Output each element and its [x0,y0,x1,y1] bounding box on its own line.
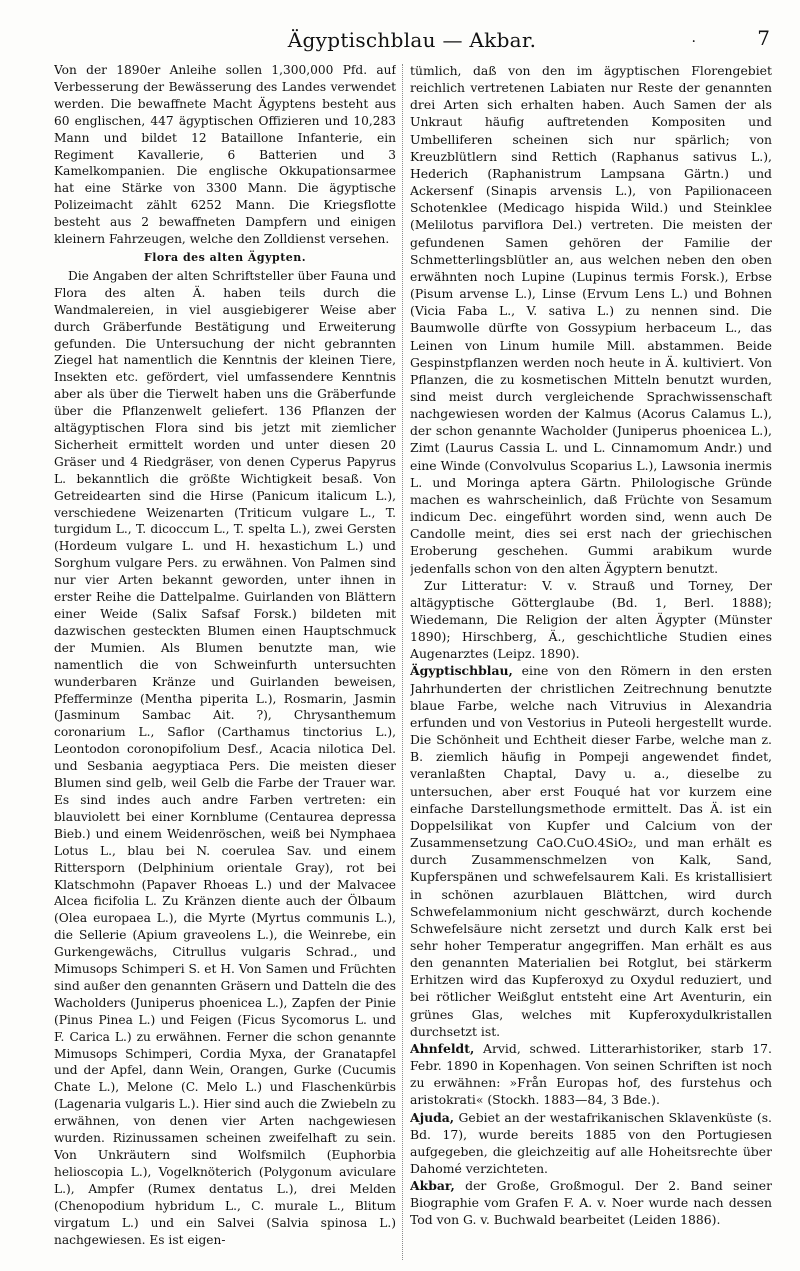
army-paragraph: Von der 1890er Anleihe sollen 1,300,000 Pfd. auf Verbesserung der Bewässerung des Landes verwendet werden. Die bewaffnete Macht Ägyptens besteht aus 60 englischen, 447 ägyptischen Offizieren und 10,283 Mann und bildet 12 Bataillone Infanterie, ein Regiment Kavallerie, 6 Batterien und 3 Kamelkompanien. Die englische Okkupationsarmee hat eine Stärke von 3300 Mann. Die ägyptische Polizeimacht zählt 6252 Mann. Die Kriegsflotte besteht aus 2 bewaffneten Dampfern und einigen kleinern Fahrzeugen, welche den Zolldienst versehen. [54,63,396,247]
literature-paragraph: Zur Litteratur: V. v. Strauß und Torney, Der altägyptische Götterglaube (Bd. 1, Berl. 1888); Wiedemann, Die Religion der alten Ägypter (Münster 1890); Hirschberg, Ä., geschichtliche Studien eines Augenarztes (Leipz. 1890). [410,577,772,662]
section-subheading: Flora des alten Ägypten. [143,250,307,264]
entry-text: der Große, Großmogul. Der 2. Band seiner Biographie vom Grafen F. A. v. Noer wurde nach dessen Tod von G. v. Buchwald bearbeitet (Leiden 1886). [410,1178,772,1228]
entry-ahnfeldt [410,1040,772,1109]
entry-lemma: Ägyptischblau, [410,663,513,679]
entry-aegyptischblau [410,662,772,1039]
flora-continuation: tümlich, daß von den im ägyptischen Florengebiet reichlich vertretenen Labiaten nur Reste der genannten drei Arten sich erhalten haben. Auch Samen der als Unkraut häufig auftretenden Kompositen und Umbelliferen scheinen sich nur spärlich; von Kreuzblütlern sind Rettich (Raphanus sativus L.), Hederich (Raphanistrum Lampsana Gärtn.) und Ackersenf (Sinapis arvensis L.), von Papilionaceen Schotenklee (Medicago hispida Wild.) und Steinklee (Melilotus parviflora Del.) vertreten. Die meisten der gefundenen Samen gehören der Familie der Schmetterlingsblütler an, aus welchen neben den oben erwähnten noch Lupine (Lupinus termis Forsk.), Erbse (Pisum arvense L.), Linse (Ervum Lens L.) und Bohnen (Vicia Faba L., V. sativa L.) zu nennen sind. Die Baumwolle dürfte von Gossypium herbaceum L., das Leinen von Linum humile Mill. abstammen. Beide Gespinstpflanzen werden noch heute in Ä. kultiviert. Von Pflanzen, die zu kosmetischen Mitteln benutzt wurden, sind meist durch vergleichende Sprachwissenschaft nachgewiesen worden der Kalmus (Acorus Calamus L.), der schon genannte Wacholder (Juniperus phoenicea L.), Zimt (Laurus Cassia L. und L. Cinnamomum Andr.) und eine Winde (Convolvulus Scoparius L.), Lawsonia inermis L. und Moringa aptera Gärtn. Philologische Gründe machen es wahrscheinlich, daß Früchte von Sesamum indicum Dec. eingeführt worden sind, wenn auch De Candolle meint, dies sei erst nach der griechischen Eroberung geschehen. Gummi arabikum wurde jedenfalls schon von den alten Ägyptern benutzt. [410,63,772,576]
column-divider [402,64,404,1260]
entry-lemma: Ajuda, [410,1109,455,1125]
right-column [410,62,772,1262]
entry-text: Gebiet an der westafrikanischen Sklavenküste (s. Bd. 17), wurde bereits 1885 von den Portugiesen aufgegeben, die gleichzeitig auf alle Hoheitsrechte über Dahomé verzichteten. [410,1109,772,1176]
entry-ajuda [410,1109,772,1178]
entry-text: eine von den Römern in den ersten Jahrhunderten der christlichen Zeitrechnung benutzte blaue Farbe, welche nach Vitruvius in Alexandria erfunden und von Vestorius in Puteoli hergestellt wurde. Die Schönheit und Echtheit dieser Farbe, welche man z. B. ziemlich häufig in Pompeji angewendet findet, veranlaßten Chaptal, Davy u. a., dieselbe zu untersuchen, aber erst Fouqué hat vor kurzem eine einfache Darstellungsmethode ermittelt. Das Ä. ist ein Doppelsilikat von Kupfer und Calcium von der Zusammensetzung CaO.CuO.4SiO₂, und man erhält es durch Zusammenschmelzen von Kalk, Sand, Kupferspänen und schwefelsaurem Kali. Es kristallisiert in schönen azurblauen Blättchen, wird durch Schwefelammonium nicht geschwärzt, durch kochende Schwefelsäure nicht zersetzt und durch Kalk erst bei sehr hoher Temperatur angegriffen. Man erhält es aus den genannten Materialien bei Rotglut, bei stärkerm Erhitzen wird das Kupferoxyd zu Oxydul reduziert, und bei rötlicher Weißglut entsteht eine Art Aventurin, ein grünes Glas, welches mit Kupferoxydulkristallen durchsetzt ist. [410,663,772,1039]
entry-lemma: Ahnfeldt, [410,1040,475,1056]
page-number: 7 [757,26,770,50]
entry-lemma: Akbar, [410,1178,455,1194]
left-column [54,62,396,1262]
running-title: Ägyptischblau — Akbar. [287,28,537,52]
flora-paragraph: Die Angaben der alten Schriftsteller über Fauna und Flora des alten Ä. haben teils durch die Wandmalereien, in viel ausgiebigerer Weise aber durch Gräberfunde Bestätigung und Erweiterung gefunden. Die Untersuchung der nicht gebrannten Ziegel hat namentlich die Kenntnis der kleinen Tiere, Insekten etc. gefördert, viel umfassendere Kenntnis aber als über die Tierwelt haben uns die Gräberfunde über die Pflanzenwelt geliefert. 136 Pflanzen der altägyptischen Flora sind bis jetzt mit ziemlicher Sicherheit ermittelt worden und unter diesen 20 Gräser und 4 Riedgräser, von denen Cyperus Papyrus L. bekanntlich die größte Wichtigkeit besaß. Von Getreidearten sind die Hirse (Panicum italicum L.), verschiedene Weizenarten (Triticum vulgare L., T. turgidum L., T. dicoccum L., T. spelta L.), zwei Gersten (Hordeum vulgare L. und H. hexastichum L.) und Sorghum vulgare Pers. zu erwähnen. Von Palmen sind nur vier Arten bekannt geworden, unter ihnen in erster Reihe die Dattelpalme. Guirlanden von Blättern einer Weide (Salix Safsaf Forsk.) bildeten mit dazwischen gesteckten Blumen einen Hauptschmuck der Mumien. Als Blumen benutzte man, wie namentlich die von Schweinfurth untersuchten wunderbaren Kränze und Guirlanden beweisen, Pfefferminze (Mentha piperita L.), Rosmarin, Jasmin (Jasminum Sambac Ait. ?), Chrysanthemum coronarium L., Saflor (Carthamus tinctorius L.), Leontodon coronopifolium Desf., Acacia nilotica Del. und Sesbania aegyptiaca Pers. Die meisten dieser Blumen sind gelb, weil Gelb die Farbe der Trauer war. Es sind indes auch andre Farben vertreten: ein blauviolett bei einer Kornblume (Centaurea depressa Bieb.) und einem Weidenröschen, weiß bei Nymphaea Lotus L., blau bei N. coerulea Sav. und einem Rittersporn (Delphinium orientale Gray), rot bei Klatschmohn (Papaver Rhoeas L.) und der Malvacee Alcea ficifolia L. Zu Kränzen diente auch der Ölbaum (Olea europaea L.), die Myrte (Myrtus communis L.), die Sellerie (Apium graveolens L.), die Weinrebe, ein Gurkengewächs, Citrullus vulgaris Schrad., und Mimusops Schimperi S. et H. Von Samen und Früchten sind außer den genannten Gräsern und Datteln die des Wacholders (Juniperus phoenicea L.), Zapfen der Pinie (Pinus Pinea L.) und Feigen (Ficus Sycomorus L. und F. Carica L.) zu erwähnen. Ferner die schon genannte Mimusops Schimperi, Cordia Myxa, der Granatapfel und der Apfel, dann Wein, Orangen, Gurke (Cucumis Chate L.), Melone (C. Melo L.) und Flaschenkürbis (Lagenaria vulgaris L.). Hier sind auch die Zwiebeln zu erwähnen, von denen vier Arten nachgewiesen wurden. Rizinussamen scheinen zweifelhaft zu sein. Von Unkräutern sind Wolfsmilch (Euphorbia helioscopia L.), Vogelknöterich (Polygonum aviculare L.), Ampfer (Rumex dentatus L.), drei Melden (Chenopodium hybridum L., C. murale L., Blitum virgatum L.) und ein Salvei (Salvia spinosa L.) nachgewiesen. Es ist eigen- [54,268,396,1247]
header-dot: . [691,30,696,46]
entry-akbar [410,1177,772,1228]
running-header [54,22,770,58]
entry-text: Arvid, schwed. Litterarhistoriker, starb 17. Febr. 1890 in Kopenhagen. Von seinen Schriften ist noch zu erwähnen: »Från Europas hof, des furstehus och aristokrati« (Stockh. 1883—84, 3 Bde.). [410,1040,772,1108]
